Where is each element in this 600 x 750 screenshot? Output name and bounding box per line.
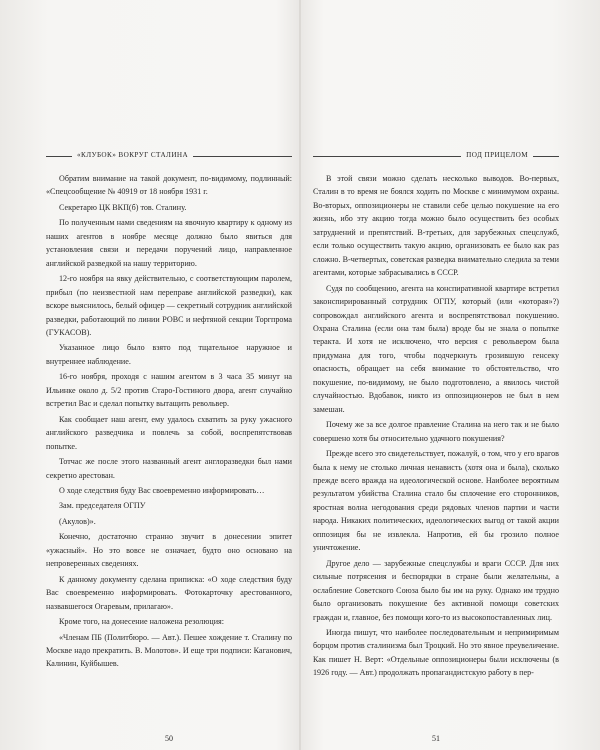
left-running-head-text: «КЛУБОК» ВОКРУГ СТАЛИНА bbox=[77, 151, 189, 160]
left-page bbox=[46, 150, 292, 743]
paragraph: Иногда пишут, что наиболее последовательным и непримиримым борцом против сталинизма был Троцкий. Но это явное преувеличение. Как пишет Н. Верт: «Отдельные оппозиционеры были исключены (в 1926 году. — Авт.) продолжать пропагандистскую работу в пер- bbox=[313, 627, 559, 678]
right-running-head bbox=[313, 150, 559, 162]
right-page bbox=[313, 150, 559, 743]
paragraph: Конечно, достаточно странно звучит в донесении эпитет «ужасный». Но это вовсе не означает, будто оно основано на непроверенных сведениях. bbox=[46, 532, 292, 569]
left-running-head bbox=[46, 150, 292, 162]
paragraph: Тотчас же после этого названный агент англоразведки был нами секретно арестован. bbox=[46, 457, 292, 480]
right-running-head-text: ПОД ПРИЦЕЛОМ bbox=[466, 151, 528, 160]
paragraph: Судя по сообщению, агента на конспиративной квартире встретил законспирированный сотрудник ОГПУ, который (или «которая»?) сопровождал английского агента и воспрепятствовал покушению. Охрана Сталина (если она там была) вроде бы не знала о попытке теракта. И хотя не исключено, что версия с револьвером была придумана для того, чтобы подчеркнуть грозившую генсеку опасность, обращает на себя внимание то обстоятельство, что покушение, по-видимому, не было подготовлено, а явилось чистой случайностью. Вдобавок, никто из оппозиционеров не был в нем замешан. bbox=[313, 283, 559, 414]
paragraph: Обратим внимание на такой документ, по-видимому, подлинный: «Спецсообщение № 40919 от 18 ноября 1931 г. bbox=[46, 174, 292, 197]
paragraph: Как сообщает наш агент, ему удалось схватить за руку ужасного английского разведчика и повлечь за собой, воспрепятствовав попытке. bbox=[46, 414, 292, 451]
paragraph: К данному документу сделана приписка: «О ходе следствия буду Вас своевременно информировать. Фотокарточку арестованного, назвавшегося Огаревым, прилагаю». bbox=[46, 574, 292, 611]
paragraph: О ходе следствия буду Вас своевременно информировать… bbox=[59, 485, 265, 495]
header-rule bbox=[313, 156, 461, 157]
paragraph: Секретарю ЦК ВКП(б) тов. Сталину. bbox=[59, 202, 187, 212]
header-rule bbox=[46, 156, 72, 157]
paragraph: По полученным нами сведениям на явочную квартиру к одному из наших агентов в ноябре месяце должно было явиться для установления связи и передачи поручений лицо, направленное английской разведкой на нашу территорию. bbox=[46, 218, 292, 268]
page-gutter bbox=[299, 0, 301, 750]
left-page-number: 50 bbox=[165, 734, 173, 743]
paragraph: В этой связи можно сделать несколько выводов. Во-первых, Сталин в то время не боялся ходить по Москве с минимумом охраны. Во-вторых, оппозиционеры не ставили себе целью покушение на его жизнь, ибо эту акцию тогда можно было осуществить без особых затруднений и препятствий. В-третьих, для зарубежных спецслужб, если только осуществить такую акцию, организовать ее было как раз сложно. В-четвертых, советская разведка внимательно следила за теми агентами, которые забрасывались в СССР. bbox=[313, 174, 559, 278]
paragraph: Кроме того, на донесение наложена резолюция: bbox=[59, 617, 225, 627]
header-rule bbox=[533, 156, 559, 157]
paragraph: 12-го ноября на явку действительно, с соответствующим паролем, прибыл (по неизвестной нам переправе английской разведки), как вскоре выяснилось, белый офицер — секретный сотрудник английской разведки, работающий по линии РОВС и нефтяной секции Торгпрома (ГУКАСОВ). bbox=[46, 274, 292, 337]
paragraph: Зам. председателя ОГПУ bbox=[59, 501, 146, 511]
paragraph: «Членам ПБ (Политбюро. — Авт.). Пешее хождение т. Сталину по Москве надо прекратить. В. Молотов». И еще три подписи: Каганович, Калинин, Куйбышев. bbox=[46, 632, 292, 669]
paragraph: 16-го ноября, проходя с нашим агентом в 3 часа 35 минут на Ильинке около д. 5/2 против Старо-Гостиного двора, агент случайно встретил Вас и сделал попытку вытащить револьвер. bbox=[46, 372, 292, 409]
paragraph: Указанное лицо было взято под тщательное наружное и внутреннее наблюдение. bbox=[46, 343, 292, 366]
paragraph: Прежде всего это свидетельствует, пожалуй, о том, что у его врагов была к нему не столько личная ненависть (хотя она и была), сколько прежде всего вражда на идеологической основе. Наиболее вероятным результатом убийства Сталина стало бы сплочение его сторонников, яростная волна негодования среди рядовых членов партии и части народа. Никаких политических, идеологических выгод от такой акции оппозиция бы не извлекла. Напротив, ей бы грозило полное уничтожение. bbox=[313, 449, 559, 553]
paragraph: Почему же за все долгое правление Сталина на него так и не было совершено хотя бы относительно удачного покушения? bbox=[313, 420, 559, 443]
header-rule bbox=[193, 156, 292, 157]
right-page-number: 51 bbox=[432, 734, 440, 743]
paragraph: Другое дело — зарубежные спецслужбы и враги СССР. Для них сильные потрясения и беспорядки в стране были желательны, а ослабление Советского Союза было бы им на руку. Однако им трудно было организовать покушение без активной помощи советских граждан и, главное, без помощи кого-то из высокопоставленных лиц. bbox=[313, 558, 559, 622]
paragraph: (Акулов)». bbox=[59, 516, 96, 526]
